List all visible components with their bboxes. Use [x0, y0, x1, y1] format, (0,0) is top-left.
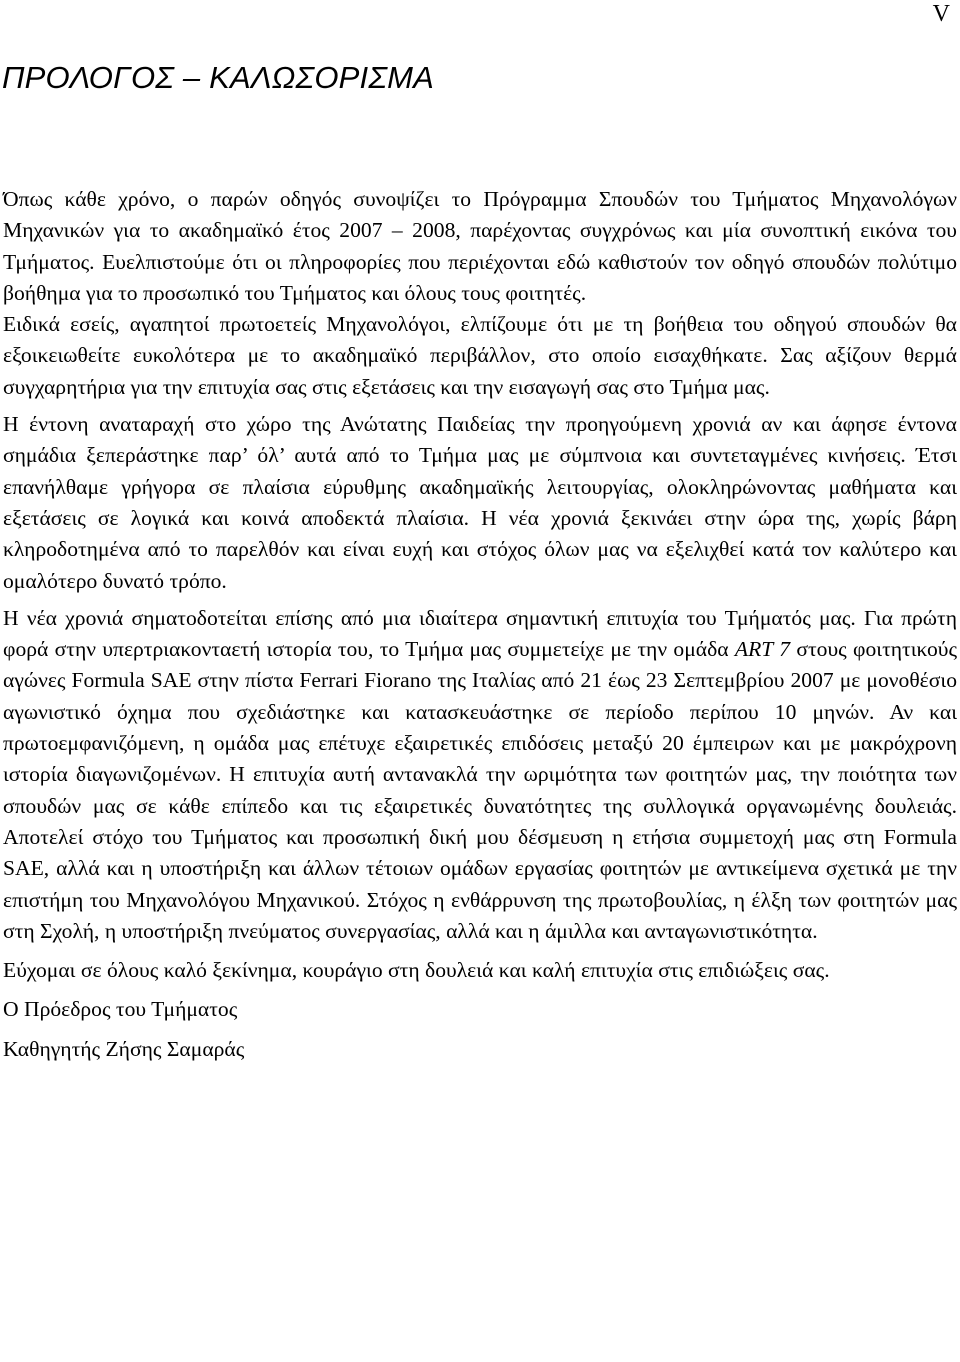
- document-body: [3, 184, 957, 1065]
- signature-role: Ο Πρόεδρος του Τμήματος: [3, 997, 238, 1022]
- team-name: ART 7: [734, 637, 791, 662]
- paragraph-formula-sae-part-1: Η νέα χρονιά σηματοδοτείται επίσης από μια ιδιαίτερα σημαντική επιτυχία του Τμήματός μας. Για πρώτη φορά στην υπερτριακονταετή ιστορία του, το Τμήμα μας συμμετείχε με την ομάδα: [3, 605, 957, 662]
- signature-name: Καθηγητής Ζήσης Σαμαράς: [3, 1036, 245, 1061]
- page-number: V: [932, 1, 950, 27]
- paragraph-intro: Όπως κάθε χρόνο, ο παρών οδηγός συνοψίζει το Πρόγραμμα Σπουδών του Τμήματος Μηχανολόγων Μηχανικών για το ακαδημαϊκό έτος 2007 – 2008, παρέχοντας συγχρόνως και μία συνοπτική εικόνα του Τμήματος. Ευελπιστούμε ότι οι πληροφορίες που περιέχονται εδώ καθιστούν τον οδηγό σπουδών πολύτιμο βοήθημα για το προσωπικό του Τμήματος και όλους τους φοιτητές.: [3, 187, 957, 305]
- page-title: ΠΡΟΛΟΓΟΣ – ΚΑΛΩΣΟΡΙΣΜΑ: [2, 60, 435, 95]
- paragraph-formula-sae-part-2: στους φοιτητικούς αγώνες Formula SAE στην πίστα Ferrari Fiorano της Ιταλίας από 21 έως 23 Σεπτεμβρίου 2007 με μονοθέσιο αγωνιστικό όχημα που σχεδιάστηκε και κατασκευάστηκε σε περίοδο περίπου 10 μηνών. Αν και πρωτοεμφανιζόμενη, η ομάδα μας επέτυχε εξαιρετικές επιδόσεις μεταξύ 20 έμπειρων και με μακρόχρονη ιστορία διαγωνιζομένων. Η επιτυχία αυτή αντανακλά την ωριμότητα των φοιτητών μας, την ποιότητα των σπουδών μας σε κάθε επίπεδο και τις εξαιρετικές δυνατότητες της συλλογικά οργανωμένης δουλειάς. Αποτελεί στόχο του Τμήματος και προσωπική δική μου δέσμευση η ετήσια συμμετοχή μας στη Formula SAE, αλλά και η υποστήριξη και άλλων τέτοιων ομάδων εργασίας φοιτητών με αντικείμενα σχετικά με την επιστήμη του Μηχανολόγου Μηχανικού. Στόχος η ενθάρρυνση της πρωτοβουλίας, η έλξη των φοιτητών μας στη Σχολή, η υποστήριξη πνεύματος συνεργασίας, αλλά και η άμιλλα και ανταγωνιστικότητα.: [3, 637, 957, 943]
- paragraph-academic-year: Η έντονη αναταραχή στο χώρο της Ανώτατης Παιδείας την προηγούμενη χρονιά αν και άφησε έντονα σημάδια ξεπεράστηκε παρ’ όλ’ αυτά από το Τμήμα μας με σύμπνοια και συντεταγμένες κινήσεις. Έτσι επανήλθαμε γρήγορα σε πλαίσια εύρυθμης ακαδημαϊκής λειτουργίας, ολοκληρώνοντας μαθήματα και εξετάσεις σε λογικά και κοινά αποδεκτά πλαίσια. Η νέα χρονιά ξεκινάει στην ώρα της, χωρίς βάρη κληροδοτημένα από το παρελθόν και είναι ευχή και στόχος όλων μας να εξελιχθεί κατά τον καλύτερο και ομαλότερο δυνατό τρόπο.: [3, 412, 957, 593]
- paragraph-first-year-students: Ειδικά εσείς, αγαπητοί πρωτοετείς Μηχανολόγοι, ελπίζουμε ότι με τη βοήθεια του οδηγού σπουδών θα εξοικειωθείτε ευκολότερα με το ακαδημαϊκό περιβάλλον, στο οποίο εισαχθήκατε. Σας αξίζουν θερμά συγχαρητήρια για την επιτυχία σας στις εξετάσεις και την εισαγωγή σας στο Τμήμα μας.: [3, 312, 957, 399]
- paragraph-wishes: Εύχομαι σε όλους καλό ξεκίνημα, κουράγιο στη δουλειά και καλή επιτυχία στις επιδιώξεις σας.: [3, 958, 830, 983]
- paragraph-formula-sae: [3, 603, 957, 947]
